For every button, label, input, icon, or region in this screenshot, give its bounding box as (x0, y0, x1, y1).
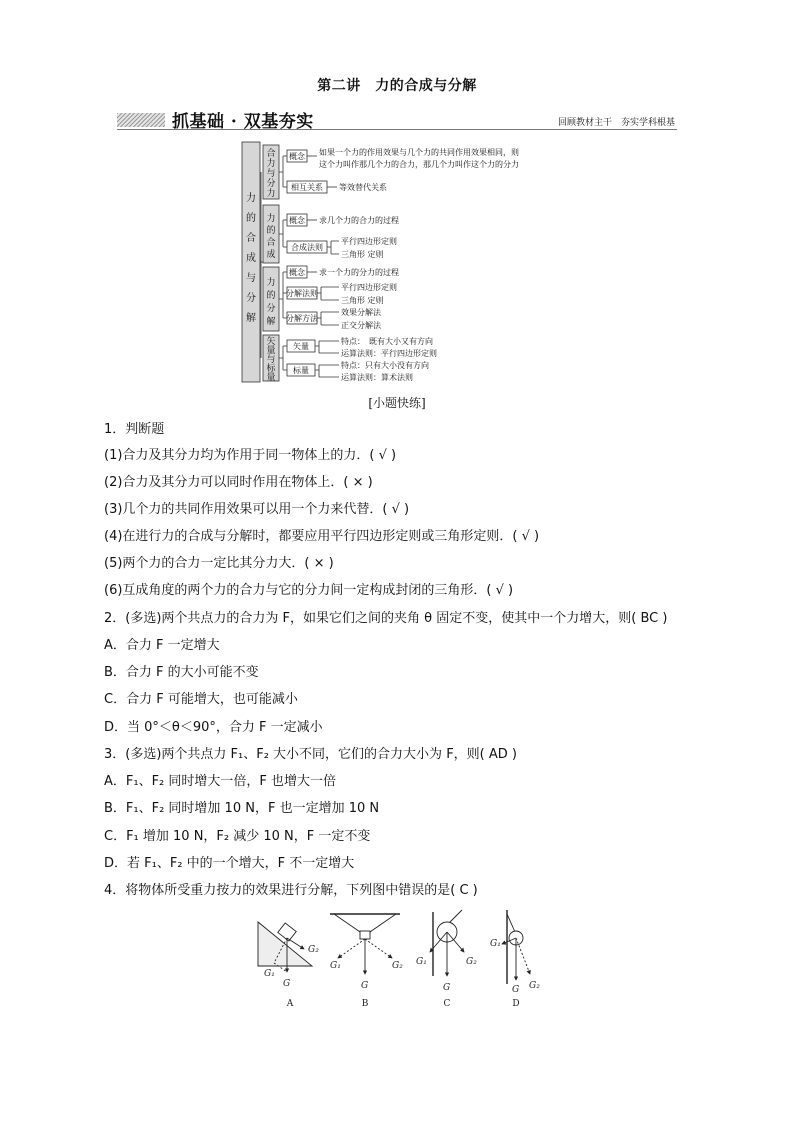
force-label: G₂ (529, 981, 540, 991)
item-text: 正交分解法 (341, 321, 381, 330)
item-text: 三角形 定则 (341, 250, 384, 259)
section-char: 量 (266, 346, 276, 356)
item-label: 概念 (289, 152, 305, 161)
question-line: (2)合力及其分力可以同时作用在物体上．( × ) (104, 475, 373, 490)
question-line: (5)两个力的合力一定比其分力大．( × ) (104, 556, 334, 571)
root-char: 力 (246, 193, 256, 204)
item-text: 三角形 定则 (341, 296, 384, 305)
force-label: G₁ (330, 961, 341, 971)
option-line: C．F₁ 增加 10 N，F₂ 减少 10 N，F 一定不变 (104, 829, 371, 844)
section-char: 分 (266, 304, 276, 314)
diagram-c (430, 910, 464, 976)
section-char: 的 (266, 291, 276, 301)
option-line: B．F₁、F₂ 同时增加 10 N，F 也一定增加 10 N (104, 801, 380, 816)
option-line: A．合力 F 一定增大 (104, 638, 220, 653)
force-label: G₁ (264, 969, 275, 979)
section-char: 矢 (266, 337, 276, 347)
practice-caption: [小题快练] (368, 396, 426, 410)
item-text: 这个力叫作那几个力的合力，那几个力叫作这个力的分力 (319, 160, 519, 169)
item-text: 平行四边形定则 (341, 237, 397, 246)
item-text: 等效替代关系 (339, 183, 387, 192)
section-char: 标 (266, 364, 276, 374)
page-title: 第二讲 力的合成与分解 (317, 78, 477, 94)
section-char: 合 (266, 238, 276, 248)
panel-label: D (512, 999, 520, 1009)
force-label: G₂ (308, 945, 319, 955)
force-diagrams (250, 908, 540, 1010)
question-line: (4)在进行力的合成与分解时，都要应用平行四边形定则或三角形定则．( √ ) (104, 529, 540, 544)
banner-underline (117, 129, 677, 130)
option-line: B．合力 F 的大小可能不变 (104, 665, 259, 680)
item-label: 合成法则 (291, 243, 323, 252)
root-char: 成 (246, 253, 256, 264)
item-label: 标量 (293, 366, 309, 375)
diagram-d (502, 910, 530, 984)
item-label: 概念 (289, 268, 305, 277)
question-line: (6)互成角度的两个力的合力与它的分力间一定构成封闭的三角形．( √ ) (104, 583, 514, 598)
concept-map (241, 141, 561, 384)
root-char: 的 (246, 213, 256, 224)
option-line: D．若 F₁、F₂ 中的一个增大，F 不一定增大 (104, 856, 355, 871)
section-char: 量 (266, 373, 276, 383)
item-label: 分解法则 (286, 289, 318, 298)
diagram-a (258, 922, 312, 972)
question-line: (1)合力及其分力均为作用于同一物体上的力．( √ ) (104, 448, 397, 463)
option-line: C．合力 F 可能增大，也可能减小 (104, 692, 298, 707)
item-text: 效果分解法 (341, 308, 381, 317)
item-label: 概念 (289, 216, 305, 225)
section-char: 的 (266, 226, 276, 236)
force-label: G (283, 979, 291, 989)
root-char: 分 (246, 293, 256, 304)
force-label: G₂ (466, 957, 477, 967)
section-char: 与 (266, 355, 276, 365)
question-line: (3)几个力的共同作用效果可以用一个力来代替．( √ ) (104, 502, 410, 517)
option-line: A．F₁、F₂ 同时增大一倍，F 也增大一倍 (104, 774, 337, 789)
force-label: G₂ (392, 961, 403, 971)
section-char: 解 (266, 317, 276, 327)
section-char: 成 (266, 250, 276, 260)
item-label: 分解方法 (286, 314, 318, 323)
section-char: 力 (266, 278, 276, 288)
question-line: 1．判断题 (104, 422, 165, 437)
question-line: 3．(多选)两个共点力 F₁、F₂ 大小不同，它们的合力大小为 F，则( AD ) (104, 747, 517, 762)
section-char: 分 (266, 179, 276, 189)
section-char: 力 (266, 189, 276, 199)
item-label: 矢量 (293, 342, 309, 351)
banner-stripe (117, 113, 165, 127)
item-text: 如果一个力的作用效果与几个力的共同作用效果相同，则 (319, 148, 519, 157)
root-char: 合 (246, 233, 256, 244)
section-char: 力 (266, 159, 276, 169)
question-line: 2．(多选)两个共点力的合力为 F，如果它们之间的夹角 θ 固定不变，使其中一个力增大，则( BC ) (104, 611, 668, 626)
panel-label: B (361, 999, 369, 1009)
root-char: 与 (246, 273, 256, 284)
panel-label: C (443, 999, 451, 1009)
item-text: 求一个力的分力的过程 (319, 268, 399, 277)
question-line: 4．将物体所受重力按力的效果进行分解，下列图中错误的是( C ) (104, 883, 478, 898)
item-text: 求几个力的合力的过程 (319, 216, 399, 225)
force-label: G (512, 985, 520, 995)
item-text: 特点： 既有大小又有方向 (341, 337, 433, 346)
item-label: 相互关系 (291, 183, 323, 192)
banner-subtitle: 回顾教材主干 夯实学科根基 (557, 118, 675, 128)
force-label: G₁ (490, 939, 501, 949)
item-text: 运算法则：平行四边形定则 (341, 349, 437, 358)
banner-title: 抓基础 · 双基夯实 (172, 112, 314, 132)
force-label: G₁ (416, 957, 427, 967)
force-label: G (443, 983, 451, 993)
section-char: 与 (266, 169, 276, 179)
force-label: G (361, 981, 369, 991)
option-line: D．当 0°＜θ＜90°，合力 F 一定减小 (104, 720, 323, 735)
section-char: 力 (266, 214, 276, 224)
root-char: 解 (246, 313, 256, 324)
item-text: 运算法则：算术法则 (341, 373, 413, 382)
section-char: 合 (266, 149, 276, 159)
item-text: 特点：只有大小没有方向 (341, 361, 429, 370)
section-banner (117, 108, 677, 130)
item-text: 平行四边形定则 (341, 283, 397, 292)
panel-label: A (286, 999, 294, 1009)
